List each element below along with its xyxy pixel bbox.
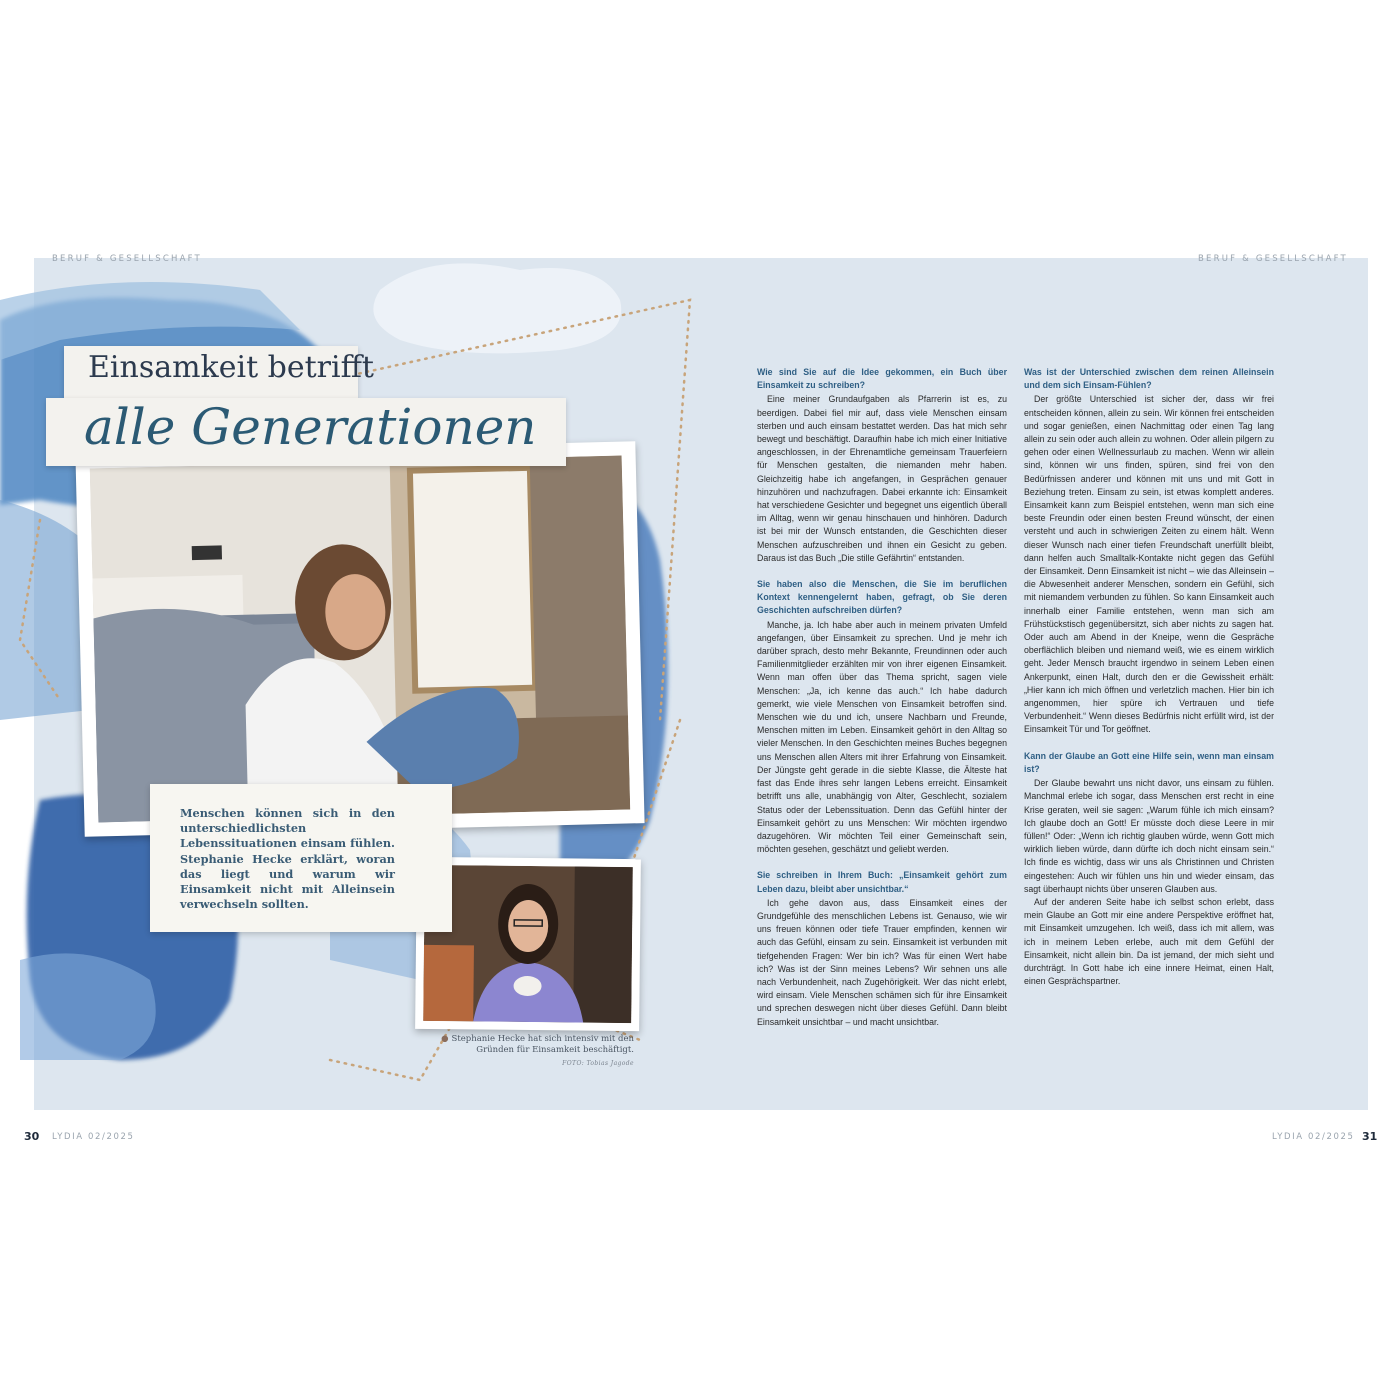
main-photo-woman-by-window bbox=[90, 456, 630, 823]
section-header-right: BERUF & GESELLSCHAFT bbox=[1198, 254, 1348, 264]
main-photo-frame bbox=[75, 441, 644, 837]
page-number-left: 30 bbox=[24, 1130, 40, 1143]
caption-bullet-icon: ● bbox=[441, 1034, 449, 1044]
interview-answer: Eine meiner Grundaufgaben als Pfarrerin ist es, zu beerdigen. Dabei fiel mir auf, dass viele Menschen einsam sterben und auch einsam bestattet werden. Das hat mich sehr bewegt und beschäftigt. Daraufhin habe ich mich einer Initiative angeschlossen, in der Ehrenamtliche gemeinsam Trauerfeiern für Menschen gestalten, die niemanden mehr haben. Gleichzeitig habe ich angefangen, in Gesprächen genauer hinzuhören und nachzufragen. Dabei erkannte ich: Einsamkeit hat verschiedene Gesichter und begegnet uns eigentlich überall im Alltag, wenn wir genau hinschauen und hinhören. Dadurch ist bei mir der Wunsch entstanden, die Geschichten dieser Menschen aufzuschreiben und ihnen ein Gesicht zu geben. Daraus ist das Buch „Die stille Gefährtin“ entstanden. bbox=[757, 394, 1007, 563]
interview-question: Was ist der Unterschied zwischen dem reinen Alleinsein und dem sich Einsam-Fühlen? bbox=[1024, 367, 1274, 391]
section-header-left: BERUF & GESELLSCHAFT bbox=[52, 254, 202, 264]
interview-answer: Der Glaube bewahrt uns nicht davor, uns einsam zu fühlen. Manchmal erlebe ich sogar, dass Menschen erst recht in eine Krise geraten, weil sie sagen: „Warum fühle ich mich einsam? Ich glaube doch an Gott! Er müsste doch diese Leere in mir füllen!“ Oder: „Wenn ich richtig glauben würde, wenn Gott mich wirklich lieben würde, dann dürfte ich doch nicht einsam sein.“ Ich finde es wichtig, dass wir uns als Christinnen und Christen eingestehen: Auch wir fühlen uns hin und wieder einsam, das sagt überhaupt nichts über unseren Glauben aus. bbox=[1024, 778, 1274, 894]
page-number-right: 31 bbox=[1362, 1130, 1378, 1143]
article-column-2 bbox=[1024, 366, 1274, 988]
issue-label-left: LYDIA 02/2025 bbox=[52, 1132, 135, 1142]
headline-line-2: alle Generationen bbox=[84, 398, 537, 456]
interview-answer: Auf der anderen Seite habe ich selbst schon erlebt, dass mein Glaube an Gott mir eine andere Perspektive eröffnet hat, mit Einsamkeit umzugehen. Ich weiß, dass ich mit allem, was ich in meinem Leben erlebe, auch mit dem Gefühl der Einsamkeit, nicht allein bin. Da ist jemand, der mich sieht und durchträgt. In Gott habe ich eine innere Heimat, einen Halt, einen Gesprächspartner. bbox=[1024, 896, 1274, 987]
interview-answer: Manche, ja. Ich habe aber auch in meinem privaten Umfeld angefangen, über Einsamkeit zu sprechen. Und je mehr ich darüber sprach, desto mehr Bekannte, Freundinnen oder auch Familienmitglieder erzählten mir von ihrer eigenen Einsamkeit. Wenn man offen über das Thema spricht, sagen viele Menschen: „Ja, ich kenne das auch.“ Ich habe dadurch gemerkt, wie viele Menschen von Einsamkeit betroffen sind. Menschen wie du und ich, unsere Nachbarn und Freunde, Menschen mitten im Leben. Einsamkeit gehört in den Alltag so vieler Menschen. In den Geschichten meines Buches begegnen uns Menschen allen Alters mit ihrer Erfahrung von Einsamkeit. Der Jüngste geht gerade in die siebte Klasse, die Älteste hat fast das Ende ihres sehr langen Lebens erreicht. Einsamkeit betrifft uns alle, unabhängig von Alter, Geschlecht, sozialem Status oder der Lebenssituation. Denn das Gefühl hinter der Einsamkeit gehört zu uns Menschen: Wir möchten irgendwo dazugehören. Wir möchten Teil einer Gemeinschaft sein, möchten gesehen, geschätzt und geliebt werden. bbox=[757, 619, 1007, 855]
watercolor-cloud-top bbox=[373, 263, 621, 353]
interview-question: Sie schreiben in Ihrem Buch: „Einsamkeit gehört zum Leben dazu, bleibt aber unsichtbar.“ bbox=[757, 870, 1007, 894]
interview-question: Wie sind Sie auf die Idee gekommen, ein Buch über Einsamkeit zu schreiben? bbox=[757, 367, 1007, 391]
interview-answer: Der größte Unterschied ist sicher der, dass wir frei entscheiden können, allein zu sein. Wir können frei entscheiden und sogar genießen, einen Nachmittag oder einen Tag lang allein zu sein oder auch allein zu wohnen. Oder allein pilgern zu gehen oder einen Wellnessurlaub zu machen. Wenn wir allein sind, können wir uns finden, spüren, sind frei von den Bedürfnissen anderer und können mit uns und mit Gott in Beziehung treten. Einsam zu sein, ist etwas komplett anderes. Einsamkeit kann zum Beispiel entstehen, wenn man sich eine beste Freundin oder einen besten Freund wünscht, der einen versteht und auch in schwierigen Zeiten zu einem hält. Wenn dieser Wunsch nach einer tiefen Freundschaft unerfüllt bleibt, dann helfen auch Smalltalk-Kontakte nicht gegen das Gefühl der Einsamkeit. Denn Einsamkeit ist nicht – wie das Alleinsein – die Abwesenheit anderer Menschen, sondern ein Gefühl, sich mit niemandem verbunden zu fühlen. So kann Einsamkeit auch innerhalb einer Familie entstehen, wenn man sich am Frühstückstisch gegenübersitzt, sich aber nichts zu sagen hat. Oder auch am Abend in der Kneipe, wenn die Gespräche oberflächlich bleiben und niemand weiß, wie es einem wirklich geht. Jeder Mensch braucht irgendwo in seinem Leben einen Ankerpunkt, einen Halt, durch den er die Gewissheit erhält: „Hier kann ich mich öffnen und verletzlich machen. Hier bin ich angenommen, hier spüre ich Vertrauen und tiefe Verbundenheit.“ Wenn dieses Bedürfnis nicht erfüllt wird, ist der Einsamkeit Tür und Tor geöffnet. bbox=[1024, 394, 1274, 735]
issue-label-right: LYDIA 02/2025 bbox=[1272, 1132, 1355, 1142]
photo-caption-text: Stephanie Hecke hat sich intensiv mit den Gründen für Einsamkeit beschäftigt. bbox=[451, 1034, 634, 1055]
interview-question: Sie haben also die Menschen, die Sie im beruflichen Kontext kennengelernt haben, gefragt, ob Sie deren Geschichten aufschreiben dürfen? bbox=[757, 579, 1007, 616]
interview-question: Kann der Glaube an Gott eine Hilfe sein, wenn man einsam ist? bbox=[1024, 750, 1274, 774]
photo-caption bbox=[440, 1034, 634, 1056]
portrait-photo-stephanie-hecke bbox=[423, 865, 633, 1023]
intro-teaser-text: Menschen können sich in den unterschiedlichsten Lebenssituationen einsam fühlen. Stephanie Hecke erklärt, woran das liegt und warum wir Einsamkeit nicht mit Alleinsein verwechseln sollten. bbox=[180, 806, 395, 912]
article-column-1 bbox=[757, 366, 1007, 1029]
photo-credit: FOTO: Tobias Jagode bbox=[562, 1060, 634, 1067]
interview-answer: Ich gehe davon aus, dass Einsamkeit eines der Grundgefühle des menschlichen Lebens ist. Genauso, wie wir uns freuen können oder tiefe Trauer empfinden, kennen wir auch das Gefühl, einsam zu sein. Einsamkeit ist verbunden mit tiefgehenden Fragen: Wer bin ich? Was für einen Wert habe ich? Was ist der Sinn meines Lebens? Wir sehnen uns alle nach Verbundenheit, nach Zugehörigkeit. Wer das nicht erlebt, wird einsam. Viele Menschen schämen sich für ihre Einsamkeit und sprechen deswegen nicht über dieses Gefühl. Dann bleibt Einsamkeit unsichtbar – und macht unsichtbar. bbox=[757, 897, 1007, 1027]
headline-line-1: Einsamkeit betrifft bbox=[88, 350, 374, 385]
